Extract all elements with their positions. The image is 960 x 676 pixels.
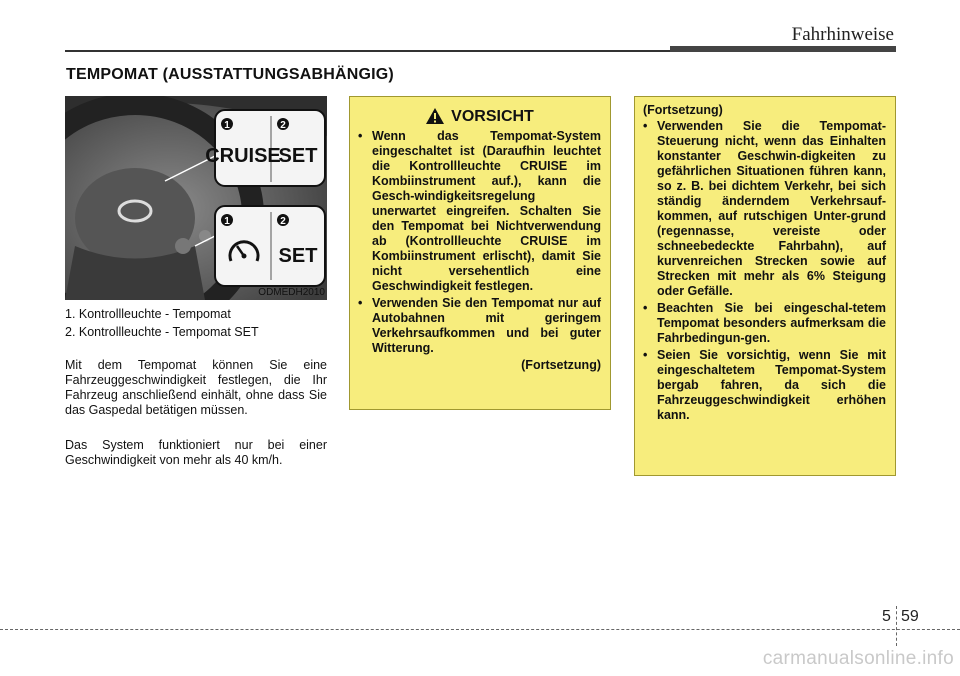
figure-code: ODMEDH2010: [258, 287, 325, 298]
section-title: TEMPOMAT (AUSSTATTUNGSABHÄNGIG): [66, 66, 394, 83]
caption-1: 1. Kontrollleuchte - Tempomat: [65, 307, 231, 321]
caution-heading: [358, 107, 601, 125]
cruise-control-figure: [65, 96, 327, 300]
callout-number-1b: 1: [224, 216, 230, 227]
continuation-heading: (Fortsetzung): [643, 103, 723, 117]
caution-bullet-2: • Verwenden Sie den Tempomat nur auf Autobahnen mit geringem Verkehrsaufkommen und bei guter Witterung.: [358, 296, 601, 356]
header-rule: [65, 50, 670, 52]
page-number: 59: [901, 608, 919, 625]
header-rule-accent: [670, 46, 896, 52]
caution-heading-text: VORSICHT: [451, 107, 534, 125]
caution-bullet-list: [358, 129, 601, 356]
warning-triangle-icon: [425, 107, 445, 125]
callout-number-1: 1: [224, 120, 230, 131]
continuation-box: [634, 96, 896, 476]
paragraph-1: Mit dem Tempomat können Sie eine Fahrzeuggeschwindigkeit festlegen, die Ihr Fahrzeug anschließend einhält, ohne dass Sie das Gaspedal betätigen müssen.: [65, 358, 327, 417]
continuation-bullet-1: • Verwenden Sie die Tempomat-Steuerung nicht, wenn das Einhalten konstanter Geschwin-digkeiten zu gefährlichen Situationen führen kann, so z. B. bei dichtem Verkehr, bei sich ständig änderndem Verkehrsauf-kommen, auf rutschigen Unter-grund (regennasse, vereiste oder schneebedeckte Fahrbahn), auf kurvenreichen Strecken sowie auf Strecken mit mehr als 6% Steigung oder Gefälle.: [643, 119, 886, 299]
steering-wheel-illustration: [65, 96, 327, 300]
caption-2: 2. Kontrollleuchte - Tempomat SET: [65, 325, 259, 339]
footer-dashed-rule: [0, 629, 960, 630]
continued-note: (Fortsetzung): [521, 358, 601, 372]
cruise-indicator-panel: [205, 110, 325, 186]
watermark: carmanualsonline.info: [762, 648, 954, 669]
set-label-top: SET: [278, 145, 318, 167]
callout-number-2b: 2: [280, 216, 286, 227]
header-title: Fahrhinweise: [791, 24, 894, 45]
callout-number-2: 2: [280, 120, 286, 131]
continuation-bullet-list: [643, 119, 886, 423]
chapter-number: 5: [882, 608, 891, 625]
caution-box: [349, 96, 611, 410]
cruise-label: CRUISE: [205, 145, 281, 167]
set-label-bottom: SET: [278, 245, 318, 267]
continuation-bullet-2: • Beachten Sie bei eingeschal-tetem Tempomat besonders aufmerksam die Fahrbedingun-gen.: [643, 301, 886, 346]
paragraph-2: Das System funktioniert nur bei einer Geschwindigkeit von mehr als 40 km/h.: [65, 438, 327, 467]
cruise-button-panel: [215, 206, 325, 286]
caution-bullet-1: • Wenn das Tempomat-System eingeschaltet ist (Daraufhin leuchtet die Kontrollleuchte CRUISE im Kombiinstrument auf.), kann die Gesch-windigkeitsregelung unerwartet eingreifen. Schalten Sie den Tempomat bei Nichtverwendung ab (Kontrollleuchte CRUISE im Kombiinstrument erlischt), damit Sie nicht versehentlich eine Geschwindigkeit festlegen.: [358, 129, 601, 294]
page-number-separator: [896, 606, 898, 646]
continuation-bullet-3: • Seien Sie vorsichtig, wenn Sie mit eingeschaltetem Tempomat-System bergab fahren, da sich die Fahrzeuggeschwindigkeit erhöhen kann.: [643, 348, 886, 423]
